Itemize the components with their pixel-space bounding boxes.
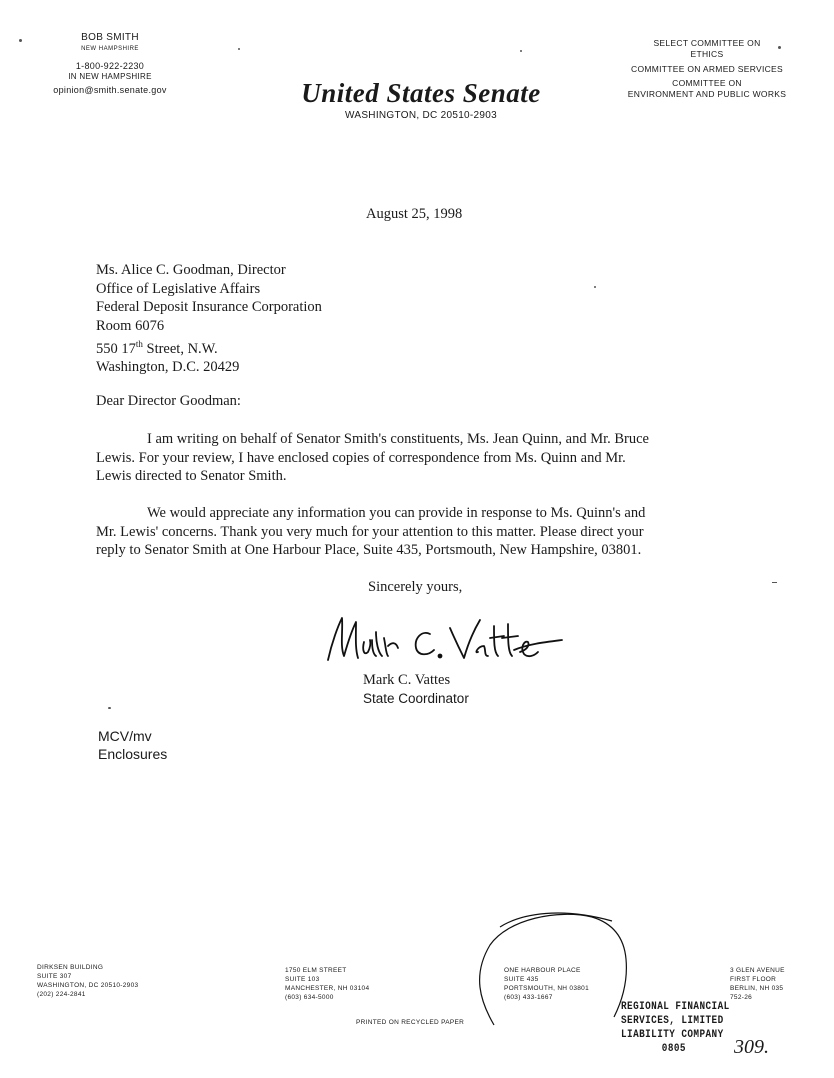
committee-line: ENVIRONMENT AND PUBLIC WORKS xyxy=(627,88,787,99)
scan-speck xyxy=(772,582,777,583)
scan-speck xyxy=(778,46,781,49)
footer-line: SUITE 307 xyxy=(37,973,72,980)
committee-line: COMMITTEE ON xyxy=(672,77,742,88)
recycled-paper-note: PRINTED ON RECYCLED PAPER xyxy=(356,1019,465,1026)
recipient-address xyxy=(96,261,322,377)
paragraph-line: Lewis directed to Senator Smith. xyxy=(96,468,287,484)
recipient-city: Washington, D.C. 20429 xyxy=(96,359,240,376)
reference-block xyxy=(98,727,167,763)
street-name: Street, N.W. xyxy=(142,340,218,357)
footer-line: BERLIN, NH 035 xyxy=(730,985,784,992)
footer-line: 752-26 xyxy=(730,994,753,1001)
scan-speck xyxy=(594,286,596,288)
scan-speck xyxy=(520,50,522,52)
stamp-line: LIABILITY COMPANY xyxy=(621,1029,724,1041)
reference-initials: MCV/mv xyxy=(98,728,152,744)
committee-line: ETHICS xyxy=(690,48,724,59)
letterhead-left xyxy=(30,32,190,97)
letter-date: August 25, 1998 xyxy=(366,206,463,222)
company-stamp xyxy=(621,1000,730,1056)
closing: Sincerely yours, xyxy=(368,579,463,595)
page-number: 309. xyxy=(734,1036,769,1058)
senator-name: BOB SMITH xyxy=(81,32,139,43)
footer-line: ONE HARBOUR PLACE xyxy=(504,967,581,974)
footer-line: SUITE 103 xyxy=(285,976,320,983)
state-line: IN NEW HAMPSHIRE xyxy=(68,72,152,82)
recipient-room: Room 6076 xyxy=(96,317,165,334)
paragraph-2 xyxy=(96,504,645,560)
footer-line: DIRKSEN BUILDING xyxy=(37,964,104,971)
signature-block xyxy=(363,671,469,708)
senate-title-block xyxy=(290,78,552,121)
scan-speck xyxy=(108,707,111,709)
paragraph-line: Lewis. For your review, I have enclosed copies of correspondence from Ms. Quinn and Mr. xyxy=(96,449,626,466)
footer-line: WASHINGTON, DC 20510-2903 xyxy=(37,982,139,989)
footer-line: (603) 433-1667 xyxy=(504,994,553,1001)
footer-line: 1750 ELM STREET xyxy=(285,967,347,974)
email-address: opinion@smith.senate.gov xyxy=(53,85,167,96)
footer-line: (603) 634-5000 xyxy=(285,994,334,1001)
committees-block xyxy=(612,38,802,99)
footer-line: FIRST FLOOR xyxy=(730,976,777,983)
stamp-line: REGIONAL FINANCIAL xyxy=(621,1001,730,1013)
footer-office-dc xyxy=(37,963,138,999)
signer-name: Mark C. Vattes xyxy=(363,672,451,688)
senate-address: WASHINGTON, DC 20510-2903 xyxy=(345,110,497,121)
stamp-line: 0805 xyxy=(661,1043,686,1055)
paragraph-line: I am writing on behalf of Senator Smith's constituents, Ms. Jean Quinn, and Mr. Bruce xyxy=(147,431,649,447)
enclosures-note: Enclosures xyxy=(98,746,168,762)
scan-speck xyxy=(19,39,22,42)
paragraph-1 xyxy=(96,430,649,486)
senate-title: United States Senate xyxy=(301,78,541,108)
signer-title: State Coordinator xyxy=(363,690,469,706)
paragraph-line: We would appreciate any information you can provide in response to Ms. Quinn's and xyxy=(147,505,646,521)
footer-line: 3 GLEN AVENUE xyxy=(730,967,785,974)
street-ordinal: th xyxy=(135,339,143,349)
footer-office-portsmouth xyxy=(504,966,589,1002)
handwritten-signature xyxy=(318,612,568,672)
footer-office-manchester xyxy=(285,966,369,1002)
footer-line: MANCHESTER, NH 03104 xyxy=(285,985,370,992)
senator-state-small: NEW HAMPSHIRE xyxy=(81,45,139,52)
footer-office-berlin xyxy=(730,966,785,1002)
scan-speck xyxy=(238,48,240,50)
stamp-line: SERVICES, LIMITED xyxy=(621,1015,724,1027)
recipient-street xyxy=(96,335,322,358)
committee-line: SELECT COMMITTEE ON xyxy=(653,38,761,48)
paragraph-line: reply to Senator Smith at One Harbour Place, Suite 435, Portsmouth, New Hampshire, 03801. xyxy=(96,542,642,558)
footer-line: SUITE 435 xyxy=(504,976,539,983)
paragraph-line: Mr. Lewis' concerns. Thank you very much for your attention to this matter. Please direct your xyxy=(96,523,644,540)
recipient-name: Ms. Alice C. Goodman, Director xyxy=(96,262,286,278)
recipient-office: Office of Legislative Affairs xyxy=(96,280,261,297)
street-number: 550 17 xyxy=(96,340,136,357)
phone-number: 1-800-922-2230 xyxy=(75,61,145,71)
committee-line: COMMITTEE ON ARMED SERVICES xyxy=(631,64,783,75)
recipient-organization: Federal Deposit Insurance Corporation xyxy=(96,299,322,315)
footer-line: PORTSMOUTH, NH 03801 xyxy=(504,985,589,992)
salutation: Dear Director Goodman: xyxy=(96,393,241,409)
footer-line: (202) 224-2841 xyxy=(37,991,86,998)
